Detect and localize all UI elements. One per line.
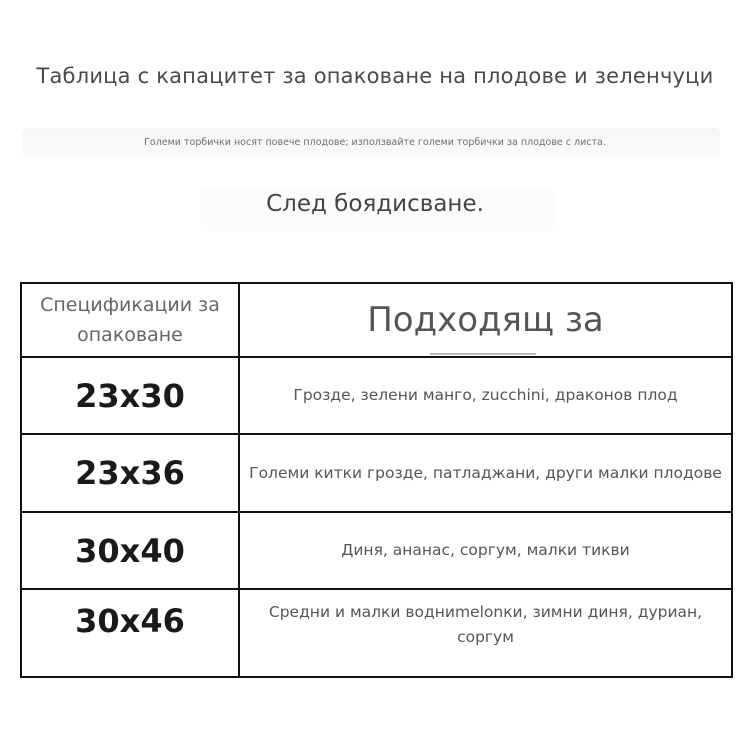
- suitable-cell: Грозде, зелени манго, zucchini, драконов плод: [239, 357, 732, 434]
- note-text: Големи торбички носят повече плодове; използвайте големи торбички за плодове с листа.: [144, 137, 606, 148]
- subtitle: След боядисване.: [266, 191, 484, 217]
- size-cell: 30x40: [21, 512, 239, 589]
- size-cell: 30x46: [21, 589, 239, 677]
- header-suitable-for-label: Подходящ за: [367, 300, 604, 340]
- suitable-cell: Големи китки грозде, патладжани, други малки плодове: [239, 434, 732, 512]
- size-cell: 23x36: [21, 434, 239, 512]
- suitable-cell: Диня, ананас, соргум, малки тикви: [239, 512, 732, 589]
- page-title: Таблица с капацитет за опаковане на плодове и зеленчуци: [36, 64, 714, 88]
- table-row: [21, 357, 732, 434]
- table-row: [21, 589, 732, 677]
- size-cell: 23x30: [21, 357, 239, 434]
- header-packaging-spec: Спецификации за опаковане: [21, 283, 239, 357]
- table-header-row: [21, 283, 732, 357]
- table-row: [21, 434, 732, 512]
- header-underline: [430, 353, 536, 355]
- spec-table: [20, 282, 733, 678]
- table-row: [21, 512, 732, 589]
- suitable-cell: Средни и малки водниmelonки, зимни диня, дуриан, соргум: [239, 589, 732, 677]
- header-suitable-for: [239, 283, 732, 357]
